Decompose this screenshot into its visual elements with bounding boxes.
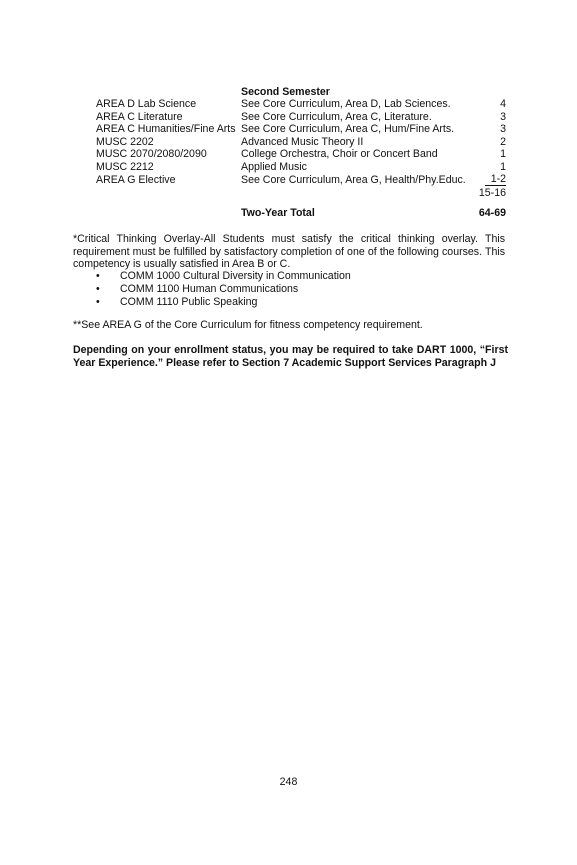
course-credits: 1 (500, 160, 506, 173)
course-area: AREA G Elective (96, 173, 176, 186)
course-description: Advanced Music Theory II (241, 135, 364, 148)
two-year-total-label: Two-Year Total (241, 207, 315, 219)
course-area: AREA C Humanities/Fine Arts (96, 123, 236, 136)
course-area: MUSC 2212 (96, 160, 154, 173)
course-description: College Orchestra, Choir or Concert Band (241, 148, 438, 161)
course-row (96, 161, 506, 174)
course-credits: 3 (500, 110, 506, 123)
course-area: MUSC 2070/2080/2090 (96, 148, 207, 161)
two-year-total-value: 64-69 (478, 207, 506, 219)
semester-title: Second Semester (241, 86, 330, 98)
bullet-icon: • (96, 283, 100, 295)
list-item-text: COMM 1000 Cultural Diversity in Communication (120, 270, 351, 282)
course-credits: 1-2 (485, 174, 506, 187)
course-description: See Core Curriculum, Area C, Hum/Fine Arts. (241, 123, 455, 136)
course-area: MUSC 2202 (96, 135, 154, 148)
page-number: 248 (279, 776, 298, 788)
course-row (96, 123, 506, 136)
list-item-text: COMM 1110 Public Speaking (120, 296, 258, 308)
course-area: AREA D Lab Science (96, 98, 197, 110)
fitness-note: **See AREA G of the Core Curriculum for fitness competency requirement. (73, 319, 423, 331)
course-row (96, 111, 506, 124)
course-credits: 4 (500, 98, 506, 110)
course-description: See Core Curriculum, Area G, Health/Phy.Educ. (241, 173, 466, 186)
course-area: AREA C Literature (96, 110, 183, 123)
course-description: Applied Music (241, 160, 307, 173)
course-row (96, 98, 506, 111)
bullet-icon: • (96, 296, 100, 308)
course-credits: 1 (500, 148, 506, 161)
course-credits: 2 (500, 135, 506, 148)
list-item-text: COMM 1100 Human Communications (120, 283, 299, 295)
course-credits: 3 (500, 123, 506, 136)
course-row (96, 174, 506, 187)
semester-total: 15-16 (478, 187, 506, 199)
course-description: See Core Curriculum, Area D, Lab Sciences. (241, 98, 451, 110)
course-row (96, 136, 506, 149)
critical-thinking-note: *Critical Thinking Overlay-All Students must satisfy the critical thinking overlay. This requirement must be fulfilled by satisfactory completion of one of the following courses. This competency is usually satisfied in Area B or C. (73, 233, 505, 271)
course-description: See Core Curriculum, Area C, Literature. (241, 110, 432, 123)
course-table (96, 98, 506, 186)
bullet-icon: • (96, 270, 100, 282)
enrollment-note: Depending on your enrollment status, you may be required to take DART 1000, “First Year Experience.” Please refer to Section 7 Academic Support Services Paragraph J (73, 344, 508, 369)
course-row (96, 148, 506, 161)
